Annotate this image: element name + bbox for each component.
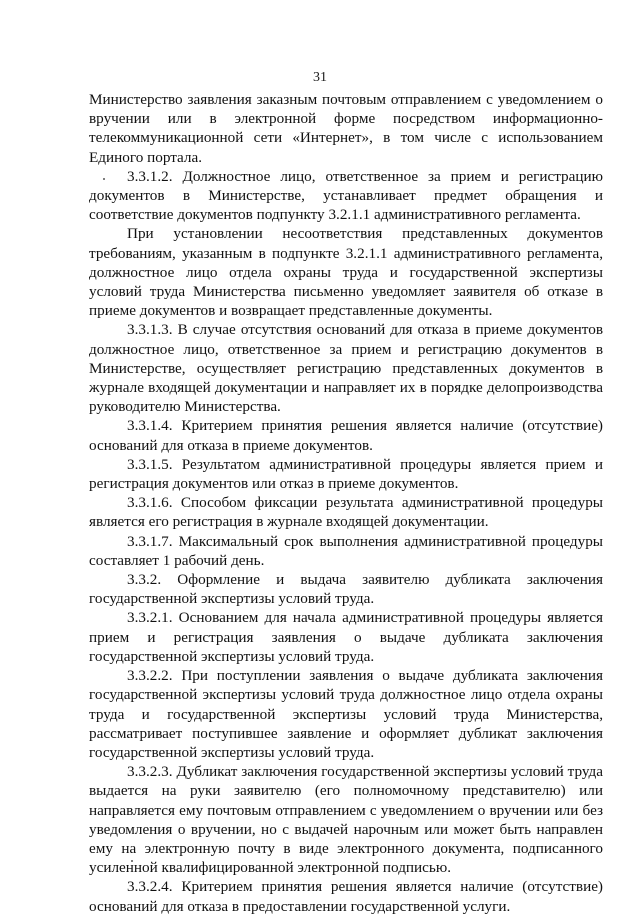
paragraph: 3.3.2.4. Критерием принятия решения является наличие (отсутствие) оснований для отказа в предоставлении государственной услуги. <box>89 878 603 915</box>
paragraph: 3.3.2.1. Основанием для начала административной процедуры является прием и регистрация заявления о выдаче дубликата заключения государственной экспертизы условий труда. <box>89 609 603 665</box>
paragraph: 3.3.2.2. При поступлении заявления о выдаче дубликата заключения государственной экспертизы условий труда должностное лицо отдела охраны труда и государственной экспертизы условий труда Министерства, рассматривает поступившее заявление и оформляет дубликат заключения государственной экспертизы условий труда. <box>89 667 603 761</box>
paragraph: Министерство заявления заказным почтовым отправлением с уведомлением о вручении или в электронной форме посредством информационно-телекоммуникационной сети «Интернет», в том числе с использованием Единого портала. <box>89 91 603 166</box>
document-body <box>89 90 603 916</box>
paragraph: 3.3.1.3. В случае отсутствия оснований для отказа в приеме документов должностное лицо, ответственное за прием и регистрацию документов в Министерстве, осуществляет регистрацию представленных документов в журнале входящей документации и направляет их в порядке делопроизводства руководителю Министерства. <box>89 321 603 416</box>
paragraph: 3.3.1.2. Должностное лицо, ответственное за прием и регистрацию документов в Министерстве, устанавливает предмет обращения и соответствие документов подпункту 3.2.1.1 административного регламента. <box>89 167 603 224</box>
paragraph: 3.3.1.6. Способом фиксации результата административной процедуры является его регистрация в журнале входящей документации. <box>89 494 603 531</box>
page-number: 31 <box>313 70 327 85</box>
paragraph: 3.3.2.3. Дубликат заключения государственной экспертизы условий труда выдается на руки заявителю (его полномочному представителю) или направляется ему почтовым отправлением с уведомлением о вручении или без уведомления о вручении, но с выдачей нарочным или может быть направлен ему на электронную почту в виде электронного документа, подписанного усиленной квалифицированной электронной подписью. <box>89 763 603 877</box>
paragraph: При установлении несоответствия представленных документов требованиям, указанным в подпункте 3.2.1.1 административного регламента, должностное лицо отдела охраны труда и государственной экспертизы условий труда Министерства письменно уведомляет заявителя об отказе в приеме документов и возвращает представленные документы. <box>89 225 603 320</box>
section-heading: 3.3.2. Оформление и выдача заявителю дубликата заключения государственной экспертизы условий труда. <box>89 571 603 608</box>
paragraph: 3.3.1.4. Критерием принятия решения является наличие (отсутствие) оснований для отказа в приеме документов. <box>89 417 603 454</box>
paragraph: 3.3.1.5. Результатом административной процедуры является прием и регистрация документов или отказ в приеме документов. <box>89 455 603 493</box>
paragraph: 3.3.1.7. Максимальный срок выполнения административной процедуры составляет 1 рабочий день. <box>89 532 603 569</box>
